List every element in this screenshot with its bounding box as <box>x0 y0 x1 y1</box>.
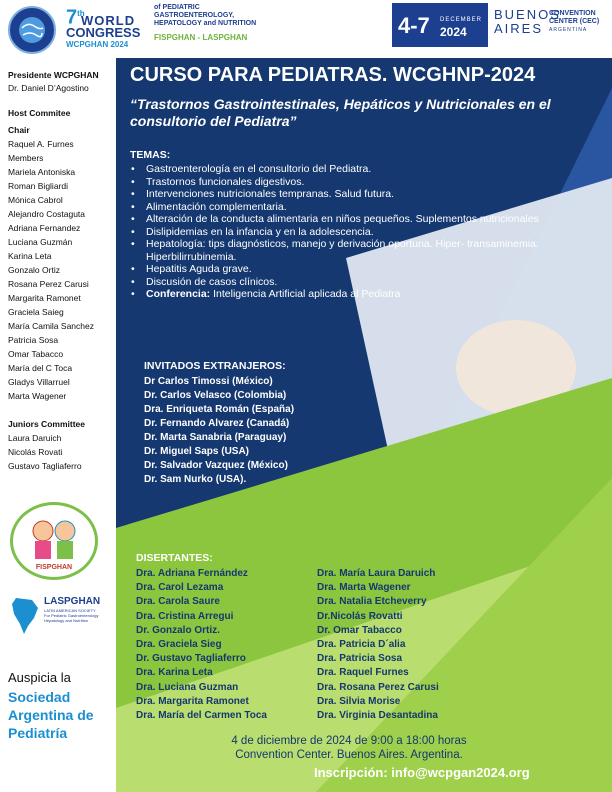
event-date-line-2: Convention Center. Buenos Aires. Argentina. <box>235 749 463 761</box>
disertante-name: Dra. Adriana Fernández <box>136 568 248 579</box>
junior-name: Laura Daruich <box>8 433 62 443</box>
member-name: Roman Bigliardi <box>8 181 68 191</box>
member-name: Adriana Fernandez <box>8 223 81 233</box>
disertante-name: Dra. Patricia D´alia <box>317 639 406 651</box>
temas-heading: TEMAS: <box>130 149 171 161</box>
congress-world: WORLD <box>81 13 136 28</box>
bullet-icon: • <box>131 175 135 188</box>
member-name: Mónica Cabrol <box>8 195 63 205</box>
conferencia-text: Inteligencia Artificial aplicada al Pediatra <box>210 288 401 300</box>
desc-line-3: HEPATOLOGY and NUTRITION <box>154 20 257 27</box>
laspghan-sub-1: LATIN AMERICAN SOCIETY <box>44 608 96 613</box>
bullet-icon: • <box>131 163 135 175</box>
chair-label: Chair <box>8 125 30 135</box>
tema-text: Discusión de casos clínicos. <box>146 275 278 288</box>
disertante-name: Dra. Marta Wagener <box>317 582 411 594</box>
venue-abbr: (CEC) <box>579 18 600 25</box>
venue-line-1: CONVENTION <box>549 10 596 17</box>
disertante-name: Dra. Silvia Morise <box>317 695 401 707</box>
member-name: Karina Leta <box>8 251 52 261</box>
congress-number: 7 <box>66 6 78 29</box>
venue-country: ARGENTINA <box>549 27 588 33</box>
sap-name <box>8 688 94 742</box>
tema-text: Intervenciones nutricionales tempranas. Salud futura. <box>146 188 395 200</box>
disertante-name: Dra. Natalia Etcheverry <box>317 596 427 608</box>
date-box <box>392 3 488 47</box>
event-date-info <box>204 734 494 762</box>
congress-title <box>66 4 152 49</box>
laspghan-logo <box>8 596 112 642</box>
tema-text: Hepatitis Aguda grave. <box>146 263 252 275</box>
tema-item <box>130 188 560 201</box>
invitados-heading: INVITADOS EXTRANJEROS: <box>144 360 286 372</box>
member-name: Omar Tabacco <box>8 349 64 359</box>
venue-name <box>549 10 599 34</box>
bullet-icon: • <box>131 188 135 200</box>
disertante-name: Dr. Omar Tabacco <box>317 624 402 636</box>
inscripcion-email[interactable]: Inscripción: info@wcpgan2024.org <box>314 765 530 780</box>
invitado-name: Dr. Miguel Saps (USA) <box>144 446 250 457</box>
member-name: Alejandro Costaguta <box>8 209 86 219</box>
disertante-name: Dra. Raquel Furnes <box>317 667 409 679</box>
member-name: María Camila Sanchez <box>8 321 94 331</box>
laspghan-map-icon <box>8 596 42 636</box>
course-content <box>116 58 612 792</box>
date-month: DECEMBER <box>440 17 483 23</box>
course-title: CURSO PARA PEDIATRAS. WCGHNP-2024 <box>130 64 536 86</box>
tema-item <box>130 276 560 289</box>
member-name: Marta Wagener <box>8 391 67 401</box>
tema-text: Gastroenterología en el consultorio del Pediatra. <box>146 163 372 175</box>
host-committee-label: Host Commitee <box>8 108 71 118</box>
tema-item <box>130 201 560 214</box>
course-panel <box>116 58 612 792</box>
invitado-name: Dr. Sam Nurko (USA). <box>144 474 247 485</box>
junior-name: Nicolás Rovati <box>8 447 63 457</box>
disertante-name: Dra. Rosana Perez Carusi <box>317 681 439 693</box>
invitado-name: Dr. Fernando Alvarez (Canadá) <box>144 418 290 429</box>
tema-text: Trastornos funcionales digestivos. <box>146 175 305 188</box>
congress-sub: WCPGHAN 2024 <box>66 39 129 49</box>
member-name: Rosana Perez Carusi <box>8 279 89 289</box>
invitado-name: Dr. Salvador Vazquez (México) <box>144 460 288 471</box>
disertante-name: Dra. María del Carmen Toca <box>136 710 267 722</box>
congress-word: CONGRESS <box>66 24 141 40</box>
societies-label: FISPGHAN - LASPGHAN <box>154 33 248 42</box>
tema-item <box>130 263 560 276</box>
disertante-name: Dra. Carol Lezama <box>136 582 224 594</box>
congress-suffix: th <box>77 9 85 18</box>
disertante-name: Dra. Carola Saure <box>136 596 220 608</box>
fispghan-logo <box>10 502 98 580</box>
disertante-name: Dra. Cristina Arregui <box>136 610 234 622</box>
temas-list <box>130 163 560 301</box>
disertante-name: Dra. Patricia Sosa <box>317 653 403 665</box>
desc-line-1: of PEDIATRIC <box>154 4 200 11</box>
disertante-name: Dr. Gonzalo Ortiz. <box>136 624 220 636</box>
tema-text: Dislipidemias en la infancia y en la adolescencia. <box>146 225 374 238</box>
laspghan-sub-3: Hepatology and Nutrition <box>44 618 89 623</box>
auspicia-label: Auspicia la <box>8 670 71 685</box>
chair-name: Raquel A. Furnes <box>8 139 74 149</box>
bullet-icon: • <box>131 263 135 275</box>
bullet-icon: • <box>131 238 135 250</box>
date-year: 2024 <box>440 25 467 39</box>
laspghan-sub-2: For Pediatric Gastroenterology <box>44 613 99 618</box>
junior-name: Gustavo Tagliaferro <box>8 461 82 471</box>
president-label: Presidente WCPGHAN <box>8 70 99 80</box>
disertantes-heading: DISERTANTES: <box>136 552 213 564</box>
city-line-2: AIRES <box>494 21 544 36</box>
bullet-icon: • <box>131 213 135 225</box>
header-banner <box>0 0 612 54</box>
invitado-name: Dra. Enriqueta Román (España) <box>144 404 295 415</box>
juniors-label: Juniors Committee <box>8 419 85 429</box>
tema-item <box>130 213 560 226</box>
bullet-icon: • <box>131 200 135 213</box>
invitado-name: Dr. Carlos Velasco (Colombia) <box>144 390 287 401</box>
member-name: Gladys Villarruel <box>8 377 70 387</box>
disertante-name: Dra. Virginia Desantadina <box>317 710 438 722</box>
event-date-line-1: 4 de diciembre de 2024 de 9:00 a 18:00 horas <box>231 735 467 747</box>
members-label: Members <box>8 153 44 163</box>
member-name: Patricia Sosa <box>8 335 59 345</box>
congress-description <box>154 4 294 42</box>
member-name: Graciela Saieg <box>8 307 64 317</box>
tema-item <box>130 163 560 176</box>
president-name: Dr. Daniel D’Agostino <box>8 83 89 93</box>
fispghan-label: FISPGHAN <box>35 564 73 571</box>
bullet-icon: • <box>131 288 135 300</box>
sap-line-1: Sociedad <box>8 689 71 705</box>
invitados-list <box>144 375 294 487</box>
disertante-name: Dra. María Laura Daruich <box>317 568 436 579</box>
invitado-name: Dr Carlos Timossi (México) <box>144 376 273 387</box>
sap-line-2: Argentina de <box>8 707 94 723</box>
date-days: 4-7 <box>398 13 430 38</box>
wcpghan-globe-logo <box>8 6 56 54</box>
laspghan-subtitle <box>44 608 112 623</box>
conferencia-label: Conferencia: <box>146 288 211 300</box>
disertante-name: Dra. Graciela Sieg <box>136 639 222 651</box>
disertante-name: Dra. Margarita Ramonet <box>136 695 249 707</box>
tema-text: Hepatología: tips diagnósticos, manejo y derivación oportuna. Hiper- transaminemia. Hiperbilirrubinemia. <box>146 238 539 263</box>
member-name: Gonzalo Ortiz <box>8 265 60 275</box>
tema-item <box>130 226 560 239</box>
disertante-name: Dr.Nicolás Rovatti <box>317 610 403 622</box>
tema-item-conferencia <box>130 288 560 301</box>
disertantes-column-1 <box>136 567 267 723</box>
member-name: Luciana Guzmán <box>8 237 73 247</box>
tema-text: Alimentación complementaria. <box>146 200 287 213</box>
disertante-name: Dra. Karina Leta <box>136 667 213 679</box>
venue-line-2: CENTER <box>549 18 578 25</box>
course-subtitle: “Trastornos Gastrointestinales, Hepáticos y Nutricionales en el consultorio del Pediatra” <box>130 96 551 129</box>
member-name: María del C Toca <box>8 363 73 373</box>
tema-item <box>130 238 560 263</box>
city-line-1: BUENOS <box>494 7 561 22</box>
tema-item <box>130 176 560 189</box>
desc-line-2: GASTROENTEROLOGY, <box>154 12 235 19</box>
bullet-icon: • <box>131 275 135 288</box>
member-name: Margarita Ramonet <box>8 293 81 303</box>
laspghan-title: LASPGHAN <box>44 596 101 607</box>
disertante-name: Dra. Luciana Guzman <box>136 681 239 693</box>
bullet-icon: • <box>131 225 135 238</box>
disertante-name: Dr. Gustavo Tagliaferro <box>136 653 246 665</box>
sap-line-3: Pediatría <box>8 725 68 741</box>
tema-text: Alteración de la conducta alimentaria en niños pequeños. Suplementos nutricionales <box>146 213 539 225</box>
member-name: Mariela Antoniska <box>8 167 76 177</box>
disertantes-column-2 <box>317 567 439 723</box>
invitado-name: Dr. Marta Sanabria (Paraguay) <box>144 432 287 443</box>
